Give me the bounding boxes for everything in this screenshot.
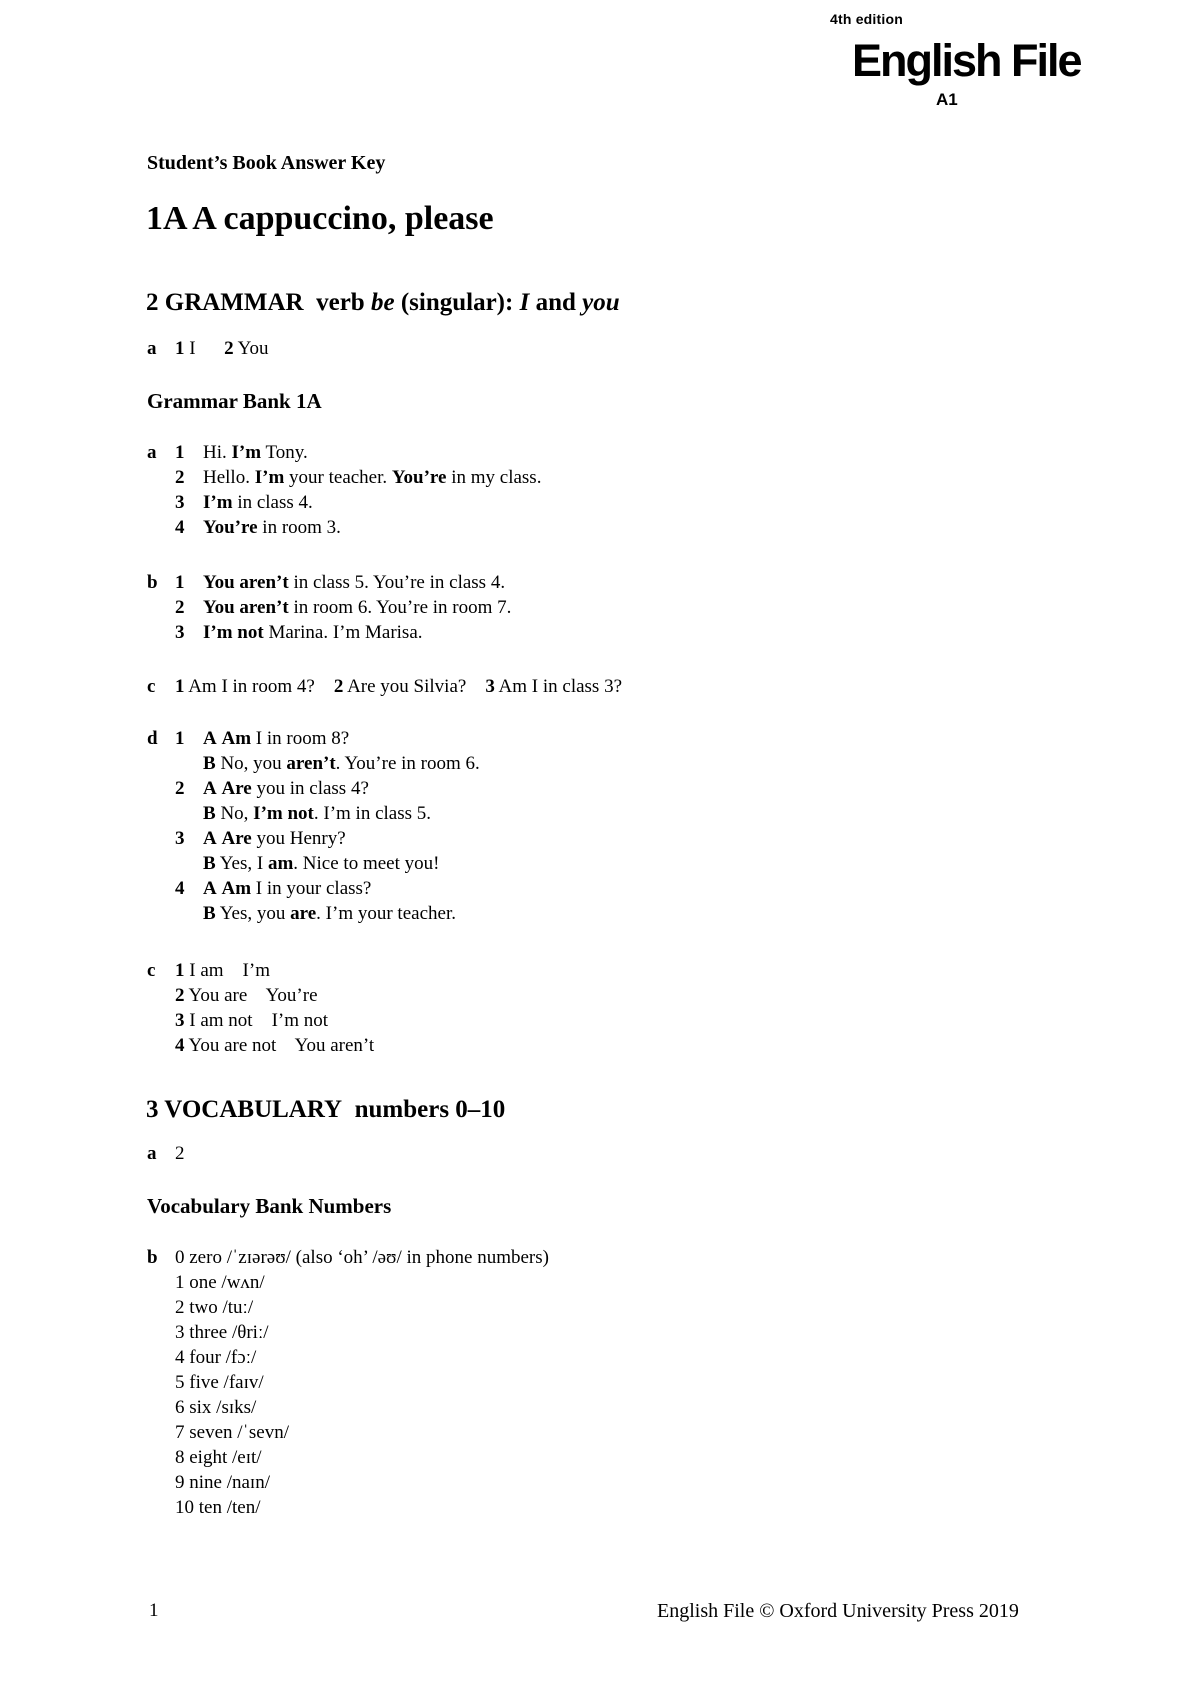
- logo-title: English File: [852, 35, 1081, 86]
- grammar-bank-a-item-3: 3 I’m in class 4.: [175, 492, 313, 513]
- vocabulary-heading: 3 VOCABULARY numbers 0–10: [146, 1096, 506, 1123]
- dialogue-1-b: B No, you aren’t. You’re in room 6.: [203, 753, 480, 774]
- page-number: 1: [149, 1600, 159, 1621]
- dialogue-2-b: B No, I’m not. I’m in class 5.: [203, 803, 432, 824]
- grammar-bank-a-item-2: 2 Hello. I’m your teacher. You’re in my class.: [175, 467, 542, 488]
- document-type: Student’s Book Answer Key: [147, 152, 386, 174]
- grammar-bank-title: Grammar Bank 1A: [147, 389, 322, 413]
- dialogue-1-a: d 1 A Am I in room 8?: [147, 728, 350, 749]
- vocab-bank-numbers: [147, 1245, 549, 1520]
- vocabulary-a-answer: a 2: [147, 1143, 185, 1164]
- dialogue-4-a: 4 A Am I in your class?: [175, 878, 372, 899]
- grammar-heading: 2 GRAMMAR verb be (singular): I and you: [146, 289, 620, 316]
- number-1: 1 one /wʌn/: [175, 1272, 265, 1293]
- number-3: 3 three /θriː/: [175, 1322, 269, 1343]
- footer-copyright: English File © Oxford University Press 2019: [657, 1600, 1019, 1622]
- logo-edition: 4th edition: [830, 11, 903, 27]
- grammar-bank-contractions: [147, 958, 374, 1058]
- grammar-bank-b-item-2: 2 You aren’t in room 6. You’re in room 7.: [175, 597, 512, 618]
- number-6: 6 six /sɪks/: [175, 1397, 257, 1418]
- grammar-a-answer: a 1 I 2 You: [147, 338, 269, 359]
- number-10: 10 ten /ten/: [175, 1497, 261, 1518]
- unit-title: 1A A cappuccino, please: [146, 200, 494, 237]
- number-5: 5 five /faɪv/: [175, 1372, 264, 1393]
- grammar-bank-a-item-4: 4 You’re in room 3.: [175, 517, 341, 538]
- grammar-bank-c: c 1 Am I in room 4? 2 Are you Silvia? 3 Am I in class 3?: [147, 676, 623, 697]
- grammar-bank-b: [147, 570, 511, 645]
- logo-level: A1: [936, 90, 958, 109]
- dialogue-3-b: B Yes, I am. Nice to meet you!: [203, 853, 440, 874]
- contraction-1: c 1 I am I’m: [147, 960, 270, 981]
- contraction-3: 3 I am not I’m not: [175, 1010, 329, 1031]
- vocab-bank-title: Vocabulary Bank Numbers: [147, 1194, 392, 1218]
- dialogue-2-a: 2 A Are you in class 4?: [175, 778, 369, 799]
- number-9: 9 nine /naɪn/: [175, 1472, 270, 1493]
- dialogue-4-b: B Yes, you are. I’m your teacher.: [203, 903, 456, 924]
- number-4: 4 four /fɔː/: [175, 1347, 257, 1368]
- contraction-2: 2 You are You’re: [175, 985, 318, 1006]
- grammar-bank-d: [147, 726, 480, 926]
- number-7: 7 seven /ˈsevn/: [175, 1422, 289, 1443]
- grammar-bank-a: [147, 440, 541, 540]
- contraction-4: 4 You are not You aren’t: [175, 1035, 375, 1056]
- number-2: 2 two /tuː/: [175, 1297, 254, 1318]
- grammar-bank-b-item-1: b 1 You aren’t in class 5. You’re in class 4.: [147, 572, 506, 593]
- grammar-bank-b-item-3: 3 I’m not Marina. I’m Marisa.: [175, 622, 423, 643]
- number-8: 8 eight /eɪt/: [175, 1447, 262, 1468]
- grammar-bank-a-item-1: a 1 Hi. I’m Tony.: [147, 442, 308, 463]
- dialogue-3-a: 3 A Are you Henry?: [175, 828, 346, 849]
- number-0: b 0 zero /ˈzɪərəʊ/ (also ‘oh’ /əʊ/ in phone numbers): [147, 1247, 549, 1268]
